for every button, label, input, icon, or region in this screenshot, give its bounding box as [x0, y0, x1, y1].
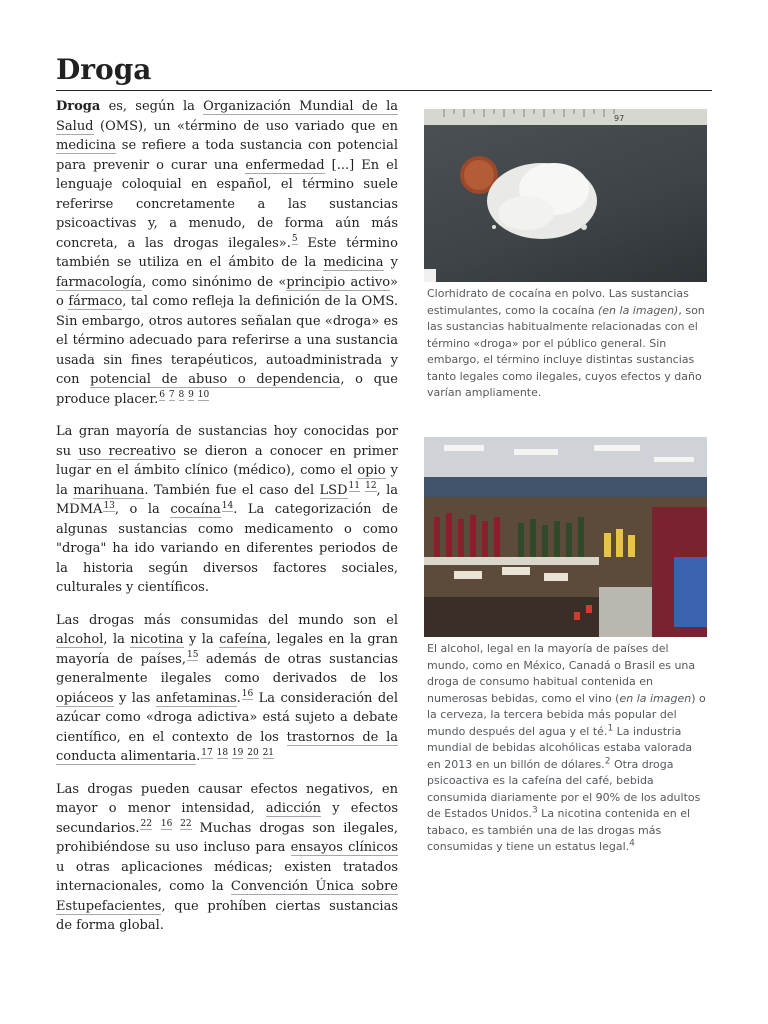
caption-italic: en la imagen: [619, 691, 692, 705]
caption-text: El alcohol, legal en la mayoría de países del mundo, como en México, Canadá o Brasil es una droga de consumo habitual contenida en numerosas bebidas, como el vino (: [427, 642, 696, 705]
text: La consideración del azúcar como «droga adictiva» está sujeto a debate científico, en el contexto de los: [56, 690, 398, 745]
link-ensayos-clinicos[interactable]: ensayos clínicos: [290, 840, 398, 855]
ref-link[interactable]: 7: [168, 390, 175, 401]
link-alcohol[interactable]: alcohol: [56, 632, 104, 647]
text: es, según la: [100, 99, 204, 114]
text: La gran mayoría de sustancias hoy conocidas por su: [56, 424, 398, 459]
text: se refiere a toda sustancia con potencial para prevenir o curar una: [56, 138, 398, 173]
ref-link[interactable]: 20: [247, 747, 259, 758]
ref-link[interactable]: 18: [216, 747, 229, 758]
link-medicina[interactable]: medicina: [56, 138, 117, 153]
caption-italic: (en la imagen): [597, 303, 679, 317]
text: , o la: [114, 502, 171, 517]
text: Las drogas más consumidas del mundo son el: [56, 612, 398, 628]
text: , la MDMA: [56, 482, 398, 517]
text: , legales en la gran mayoría de países,: [56, 632, 398, 667]
text: y: [383, 255, 398, 270]
ref-link[interactable]: 5: [291, 234, 298, 245]
figure-caption: [424, 286, 707, 402]
caption-text: , son las sustancias habitualmente relacionadas con el término «droga» por el público general. Sin embargo, el término incluye distintas sustancias tanto legales como ilegales, cuyos efectos y daño varían ampliamente.: [427, 303, 705, 399]
cocaine-powder-image[interactable]: [424, 109, 707, 282]
ruler-mark: 97: [614, 114, 625, 123]
ref-link[interactable]: 22: [140, 819, 152, 830]
link-medicina-2[interactable]: medicina: [323, 255, 384, 270]
paragraph-1: [56, 97, 398, 409]
page-title: Droga: [56, 52, 712, 91]
ref-link[interactable]: 21: [262, 747, 275, 758]
text: se dieron a conocer en primer lugar en el ámbito clínico (médico), como el: [56, 443, 398, 478]
text: Este término también se utiliza en el ámbito de la: [56, 235, 398, 270]
text: » o: [56, 274, 398, 309]
link-convencion-unica[interactable]: Convención Única sobre Estupefacientes: [56, 879, 398, 914]
liquor-store-image[interactable]: [424, 437, 707, 637]
caption-text: ) o la cerveza, la tercera bebida más popular del mundo después del agua y el té.: [427, 691, 706, 738]
link-cocaina[interactable]: cocaína: [170, 502, 221, 517]
text: , la: [103, 632, 131, 647]
ref-link[interactable]: 17: [201, 747, 213, 758]
ref-link[interactable]: 4: [629, 838, 635, 849]
ref-link[interactable]: 11: [348, 481, 360, 492]
text: . También fue el caso del: [144, 482, 320, 498]
article-body: [56, 97, 398, 949]
link-principio-activo[interactable]: principio activo: [286, 274, 391, 290]
ref-link[interactable]: 3: [531, 805, 538, 816]
text: además de otras sustancias generalmente ilegales como derivados de los: [56, 651, 398, 686]
link-trastornos[interactable]: trastornos de la conducta alimentaria: [56, 729, 398, 764]
ref-link[interactable]: 19: [231, 747, 244, 758]
ref-link[interactable]: 16: [241, 689, 254, 700]
text: (OMS), un «término de uso variado que en: [93, 118, 398, 134]
ref-link[interactable]: 1: [607, 722, 614, 733]
ref-link[interactable]: 14: [221, 500, 234, 511]
text: [...] En el lenguaje coloquial en español, el término suele referirse concretamente a las sustancias psicoactivas y, a menudo, de forma aún más concreta, a las drogas ilegales».: [56, 157, 398, 251]
ref-link[interactable]: 2: [604, 755, 611, 766]
text: Muchas drogas son ilegales, prohibiéndose su uso incluso para: [56, 820, 398, 855]
text: y la: [183, 632, 220, 647]
paragraph-2: [56, 422, 398, 598]
text: , que prohíben ciertas sustancias de forma global.: [56, 898, 398, 933]
ref-link[interactable]: 9: [188, 390, 194, 401]
link-potencial-abuso[interactable]: potencial de abuso o dependencia: [90, 372, 341, 387]
link-enfermedad[interactable]: enfermedad: [245, 157, 325, 173]
caption-text: Otra droga psicoactiva es la cafeína del café, bebida consumida diariamente por el 90% de los adultos de Estados Unidos.: [427, 757, 701, 820]
cocaine-illustration: [424, 109, 707, 282]
ref-link[interactable]: 15: [187, 650, 199, 661]
text: y la: [56, 463, 398, 498]
text: y las: [113, 690, 156, 706]
paragraph-3: [56, 611, 398, 767]
ref-link[interactable]: 6: [159, 390, 166, 401]
figure-caption: [424, 641, 707, 856]
link-uso-recreativo[interactable]: uso recreativo: [78, 443, 176, 459]
link-marihuana[interactable]: marihuana: [73, 482, 145, 498]
paragraph-4: [56, 780, 398, 936]
term-bold: Droga: [56, 99, 101, 114]
link-adiccion[interactable]: adicción: [265, 801, 321, 816]
text: u otras aplicaciones médicas; existen tratados internacionales, como la: [56, 859, 398, 894]
text: y efectos secundarios.: [56, 801, 398, 836]
caption-text: Clorhidrato de cocaína en polvo. Las sustancias estimulantes, como la cocaína: [427, 287, 689, 317]
ref-link[interactable]: 22: [180, 819, 192, 830]
link-opiaceos[interactable]: opiáceos: [56, 690, 114, 706]
link-opio[interactable]: opio: [357, 463, 386, 478]
text: , como sinónimo de «: [142, 274, 287, 290]
ref-link[interactable]: 10: [197, 390, 210, 401]
text: Las drogas pueden causar efectos negativos, en mayor o menor intensidad,: [56, 781, 398, 816]
link-oms[interactable]: Organización Mundial de la Salud: [56, 99, 398, 134]
figure-cocaine: [424, 109, 707, 402]
ref-link[interactable]: 13: [103, 500, 115, 511]
text: , tal como refleja la definición de la OMS. Sin embargo, otros autores señalan que «droga» es el término adecuado para referirse a una sustancia usada sin fines terapéuticos, autoadministrada y con: [56, 294, 398, 387]
figure-liquor-store: [424, 437, 707, 856]
caption-text: La nicotina contenida en el tabaco, es también una de las drogas más consumidas y tiene un estatus legal.: [427, 807, 691, 853]
liquor-store-illustration: [424, 437, 707, 637]
link-lsd[interactable]: LSD: [319, 482, 348, 498]
link-farmaco[interactable]: fármaco: [68, 294, 123, 309]
text: . La categorización de algunas sustancias como medicamento o como "droga" ha ido variando en diferentes periodos de la historia según diversos factores sociales, culturales y científicos.: [56, 502, 399, 595]
link-nicotina[interactable]: nicotina: [130, 632, 184, 647]
caption-text: La industria mundial de bebidas alcohólicas estaba valorada en 2013 en un billón de dólares.: [427, 724, 693, 771]
text: , o que produce placer.: [56, 372, 398, 407]
ref-link[interactable]: 12: [365, 481, 377, 492]
text: .: [196, 749, 201, 764]
text: .: [236, 690, 241, 706]
ref-link[interactable]: 8: [178, 390, 185, 401]
link-anfetaminas[interactable]: anfetaminas: [155, 690, 237, 706]
link-farmacologia[interactable]: farmacología: [56, 274, 143, 290]
ref-link[interactable]: 16: [160, 819, 173, 830]
link-cafeina[interactable]: cafeína: [219, 632, 267, 647]
